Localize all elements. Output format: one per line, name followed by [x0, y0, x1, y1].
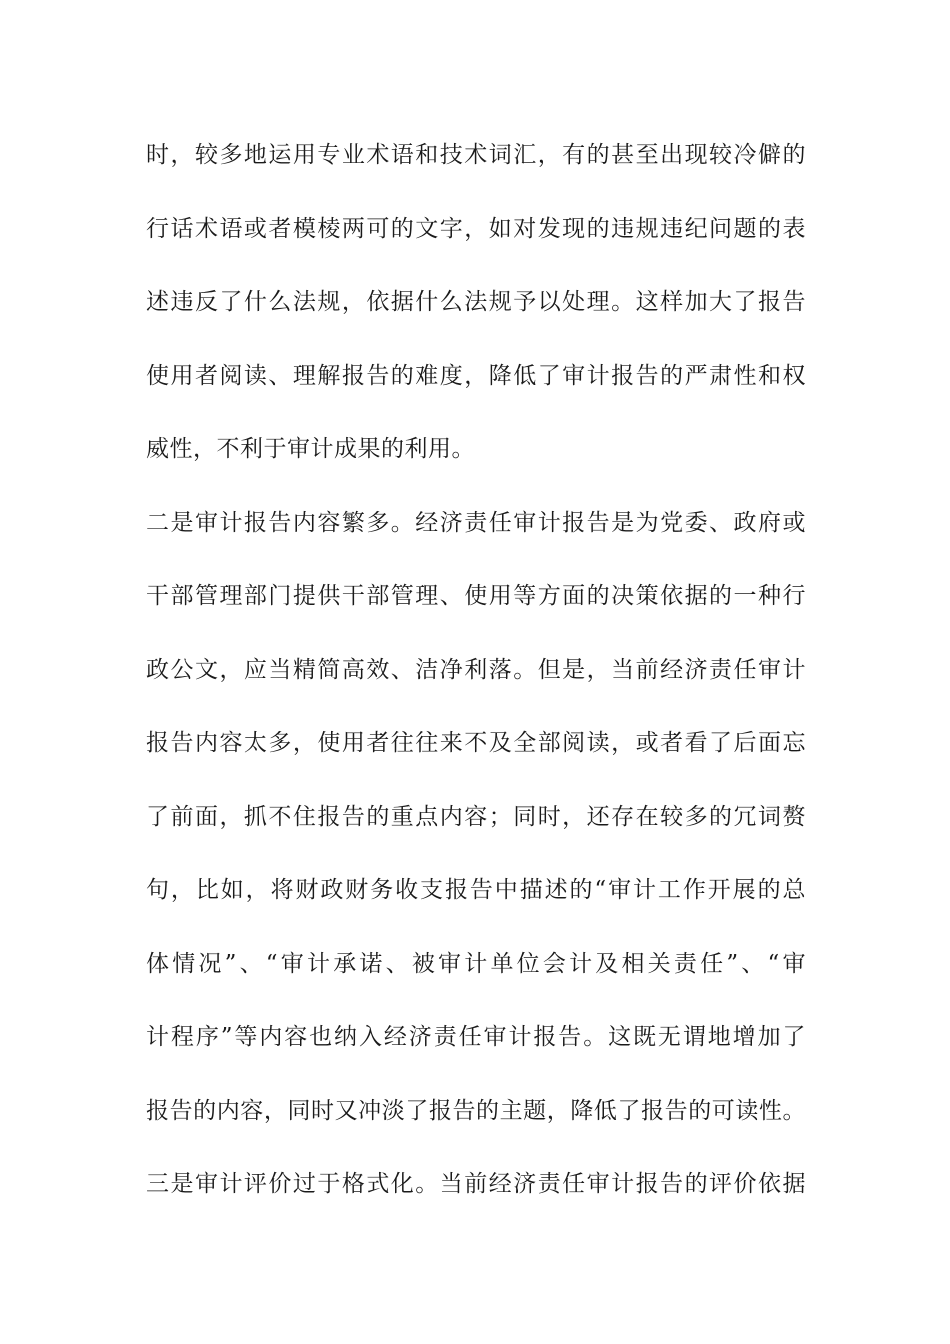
- text-line: 体情况”、“审计承诺、被审计单位会计及相关责任”、“审: [146, 950, 806, 977]
- text-line: 报告内容太多，使用者往往来不及全部阅读，或者看了后面忘: [146, 730, 806, 756]
- text-line: 威性，不利于审计成果的利用。: [146, 436, 475, 462]
- text-line: 句，比如，将财政财务收支报告中描述的“审计工作开展的总: [146, 877, 806, 903]
- text-line: 二是审计报告内容繁多。经济责任审计报告是为党委、政府或: [146, 509, 806, 536]
- text-line: 行话术语或者模棱两可的文字，如对发现的违规违纪问题的表: [146, 215, 806, 242]
- text-line: 干部管理部门提供干部管理、使用等方面的决策依据的一种行: [146, 583, 806, 609]
- text-line: 计程序”等内容也纳入经济责任审计报告。这既无谓地增加了: [146, 1024, 806, 1050]
- text-line: 使用者阅读、理解报告的难度，降低了审计报告的严肃性和权: [146, 362, 806, 389]
- text-line: 三是审计评价过于格式化。当前经济责任审计报告的评价依据: [146, 1171, 806, 1197]
- text-line: 了前面，抓不住报告的重点内容；同时，还存在较多的冗词赘: [146, 803, 806, 830]
- text-line: 报告的内容，同时又冲淡了报告的主题，降低了报告的可读性。: [146, 1097, 806, 1124]
- text-line: 时，较多地运用专业术语和技术词汇，有的甚至出现较冷僻的: [146, 142, 806, 168]
- text-line: 政公文，应当精简高效、洁净利落。但是，当前经济责任审计: [146, 656, 806, 683]
- document-body: [146, 132, 806, 1235]
- text-line: 述违反了什么法规，依据什么法规予以处理。这样加大了报告: [146, 289, 806, 315]
